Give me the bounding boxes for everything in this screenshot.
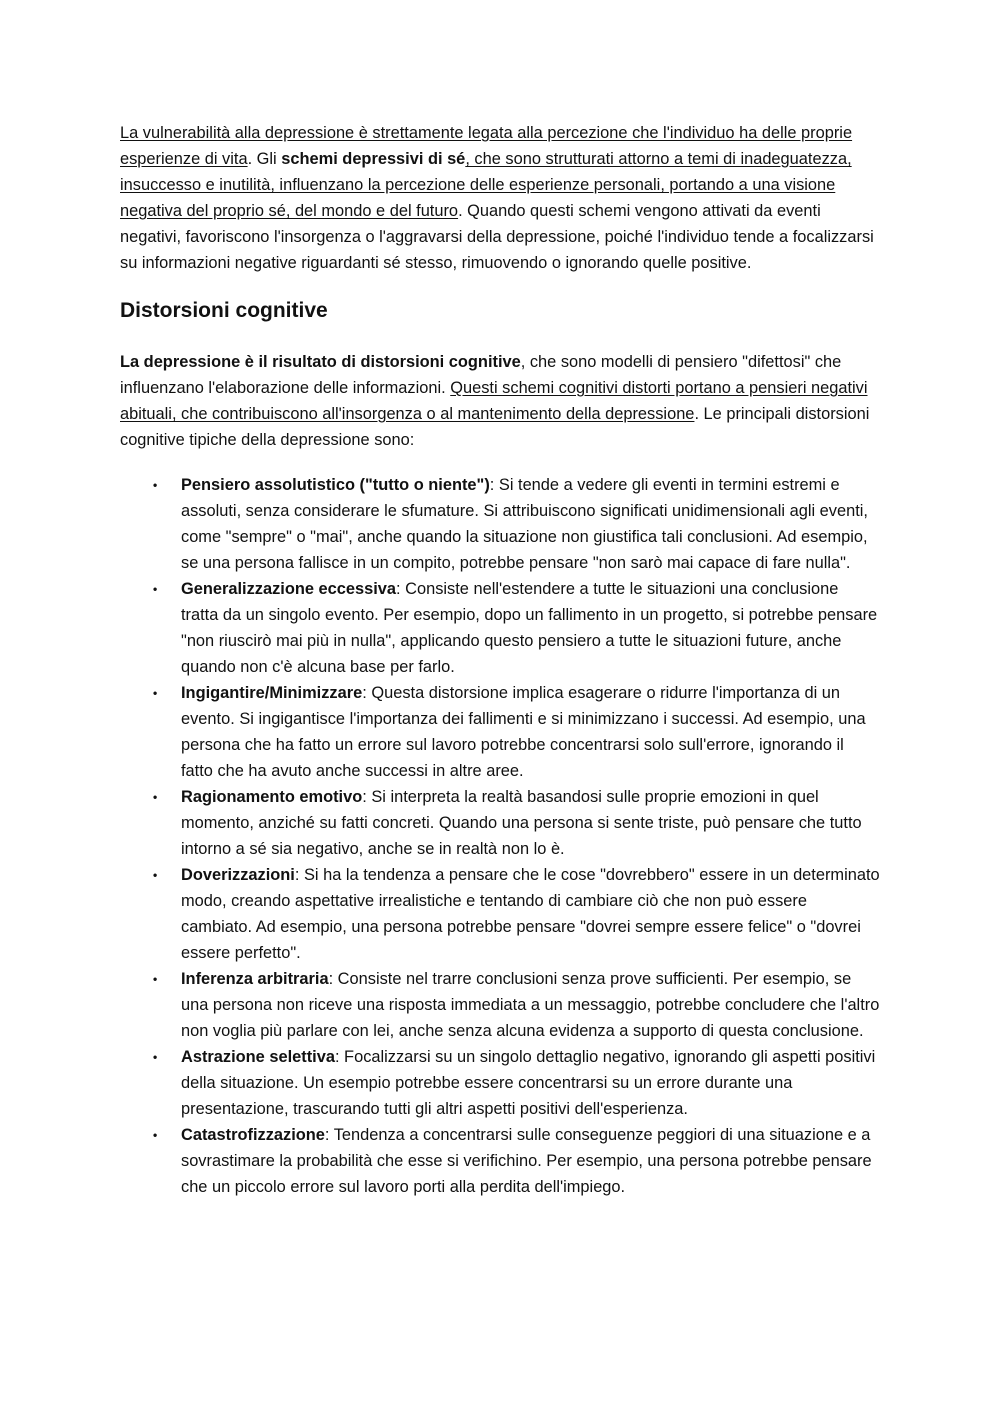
- bullet-icon: •: [153, 790, 158, 804]
- bullet-icon: •: [153, 1128, 158, 1142]
- distortions-list: [120, 472, 880, 1200]
- bullet-icon: •: [153, 686, 158, 700]
- distortion-description: : Si ha la tendenza a pensare che le cose "dovrebbero" essere in un determinato modo, creando aspettative irrealistiche e tentando di cambiare ciò che non può essere cambiato. Ad esempio, una persona potrebbe pensare "dovrei sempre essere felice" o "dovrei essere perfetto".: [181, 866, 880, 962]
- distortion-term: Ragionamento emotivo: [181, 788, 363, 806]
- bullet-icon: •: [153, 868, 158, 882]
- distortion-description: : Questa distorsione implica esagerare o ridurre l'importanza di un evento. Si ingigantisce l'importanza dei fallimenti e si minimizzano i successi. Ad esempio, una persona che ha fatto un errore sul lavoro potrebbe concentrarsi solo sull'errore, ignorando il fatto che ha avuto anche successi in altre aree.: [181, 684, 866, 780]
- list-item: [120, 576, 880, 680]
- distortion-description: : Tendenza a concentrarsi sulle conseguenze peggiori di una situazione e a sovrastimare la probabilità che esse si verifichino. Per esempio, una persona potrebbe pensare che un piccolo errore sul lavoro porti alla perdita dell'impiego.: [181, 1126, 872, 1196]
- distortion-term: Doverizzazioni: [181, 866, 295, 884]
- bullet-icon: •: [153, 582, 158, 596]
- bold-text: La depressione è il risultato di distorsioni cognitive: [120, 353, 521, 371]
- paragraph-distortions-intro: [120, 349, 880, 453]
- paragraph-vulnerability: [120, 120, 880, 276]
- plain-text: . Quando questi schemi vengono attivati da eventi negativi, favoriscono l'insorgenza o l'aggravarsi della depressione, poiché l'individuo tende a focalizzarsi su informazioni negative riguardanti sé stesso, rimuovendo o ignorando quelle positive.: [120, 202, 874, 272]
- distortion-term: Inferenza arbitraria: [181, 970, 329, 988]
- distortion-description: : Consiste nel trarre conclusioni senza prove sufficienti. Per esempio, se una persona non riceve una risposta immediata a un messaggio, potrebbe concludere che l'altro non voglia più parlare con lei, anche senza alcuna evidenza a supporto di questa conclusione.: [181, 970, 880, 1040]
- plain-text: , che sono modelli di pensiero "difettosi" che influenzano l'elaborazione delle informazioni.: [120, 353, 842, 397]
- distortion-description: : Consiste nell'estendere a tutte le situazioni una conclusione tratta da un singolo evento. Per esempio, dopo un fallimento in un progetto, si potrebbe pensare "non riuscirò mai più in nulla", applicando questo pensiero a tutte le situazioni future, anche quando non c'è alcuna base per farlo.: [181, 580, 878, 676]
- distortion-description: : Focalizzarsi su un singolo dettaglio negativo, ignorando gli aspetti positivi della situazione. Un esempio potrebbe essere concentrarsi su un errore durante una presentazione, trascurando tutti gli altri aspetti positivi dell'esperienza.: [181, 1048, 876, 1118]
- section-heading: Distorsioni cognitive: [120, 299, 328, 322]
- underlined-text: , che sono strutturati attorno a temi di inadeguatezza, insuccesso e inutilità, influenzano la percezione delle esperienze personali, portando a una visione negativa del proprio sé, del mondo e del futuro: [120, 150, 852, 220]
- list-item: [120, 680, 880, 784]
- list-item: [120, 472, 880, 576]
- bullet-icon: •: [153, 972, 158, 986]
- plain-text: . Le principali distorsioni cognitive tipiche della depressione sono:: [120, 405, 870, 449]
- distortion-term: Astrazione selettiva: [181, 1048, 335, 1066]
- distortion-description: : Si tende a vedere gli eventi in termini estremi e assoluti, senza considerare le sfumature. Si attribuiscono significati unidimensionali agli eventi, come "sempre" o "mai", anche quando la situazione non giustifica tali conclusioni. Ad esempio, se una persona fallisce in un compito, potrebbe pensare "non sarò mai capace di fare nulla".: [181, 476, 868, 572]
- distortion-term: Generalizzazione eccessiva: [181, 580, 397, 598]
- distortion-term: Ingigantire/Minimizzare: [181, 684, 363, 702]
- underlined-text: La vulnerabilità alla depressione è strettamente legata alla percezione che l'individuo ha delle proprie esperienze di vita: [120, 124, 853, 168]
- bold-text: schemi depressivi di sé: [281, 150, 466, 168]
- list-item: [120, 1044, 880, 1122]
- list-item: [120, 862, 880, 966]
- distortion-description: : Si interpreta la realtà basandosi sulle proprie emozioni in quel momento, anziché su fatti concreti. Quando una persona si sente triste, può pensare che tutto intorno a sé sia negativo, anche se in realtà non lo è.: [181, 788, 862, 858]
- underlined-text: Questi schemi cognitivi distorti portano a pensieri negativi abituali, che contribuiscono all'insorgenza o al mantenimento della depressione: [120, 379, 868, 423]
- list-item: [120, 966, 880, 1044]
- bullet-icon: •: [153, 1050, 158, 1064]
- list-item: [120, 784, 880, 862]
- distortion-term: Catastrofizzazione: [181, 1126, 325, 1144]
- bullet-icon: •: [153, 478, 158, 492]
- plain-text: . Gli: [247, 150, 282, 168]
- list-item: [120, 1122, 880, 1200]
- distortion-term: Pensiero assolutistico ("tutto o niente"): [181, 476, 490, 494]
